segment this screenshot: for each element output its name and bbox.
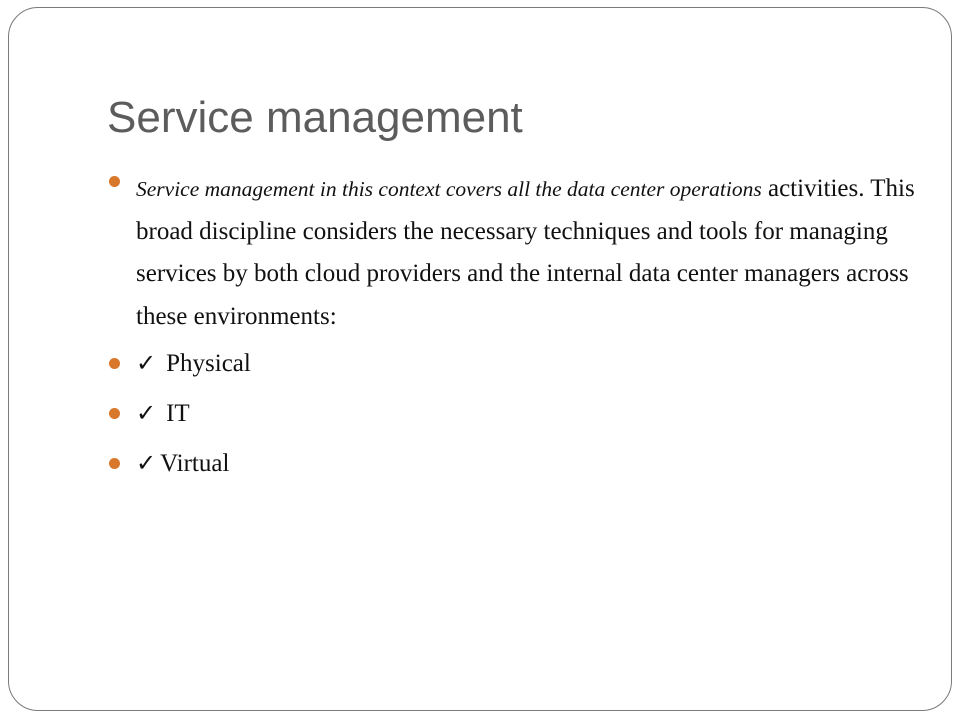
slide-frame bbox=[8, 7, 952, 711]
intro-bullet bbox=[108, 168, 918, 338]
check-icon: ✓ bbox=[136, 449, 157, 477]
list-item-virtual bbox=[108, 446, 918, 481]
check-icon: ✓ bbox=[136, 349, 157, 377]
item-label-physical: Physical bbox=[166, 350, 251, 377]
slide-title: Service management bbox=[107, 93, 523, 142]
check-icon: ✓ bbox=[136, 399, 157, 427]
item-label-virtual: Virtual bbox=[160, 450, 230, 477]
list-item-it bbox=[108, 396, 918, 431]
intro-italic-text: Service management in this context covers all the data center operations bbox=[136, 177, 762, 201]
list-item-physical bbox=[108, 346, 918, 381]
item-label-it: IT bbox=[166, 400, 190, 427]
intro-regular-text: activities. This broad discipline considers the necessary techniques and tools for managing services by both cloud providers and the internal data center managers across these environments: bbox=[136, 175, 915, 330]
bullet-list bbox=[108, 168, 918, 496]
